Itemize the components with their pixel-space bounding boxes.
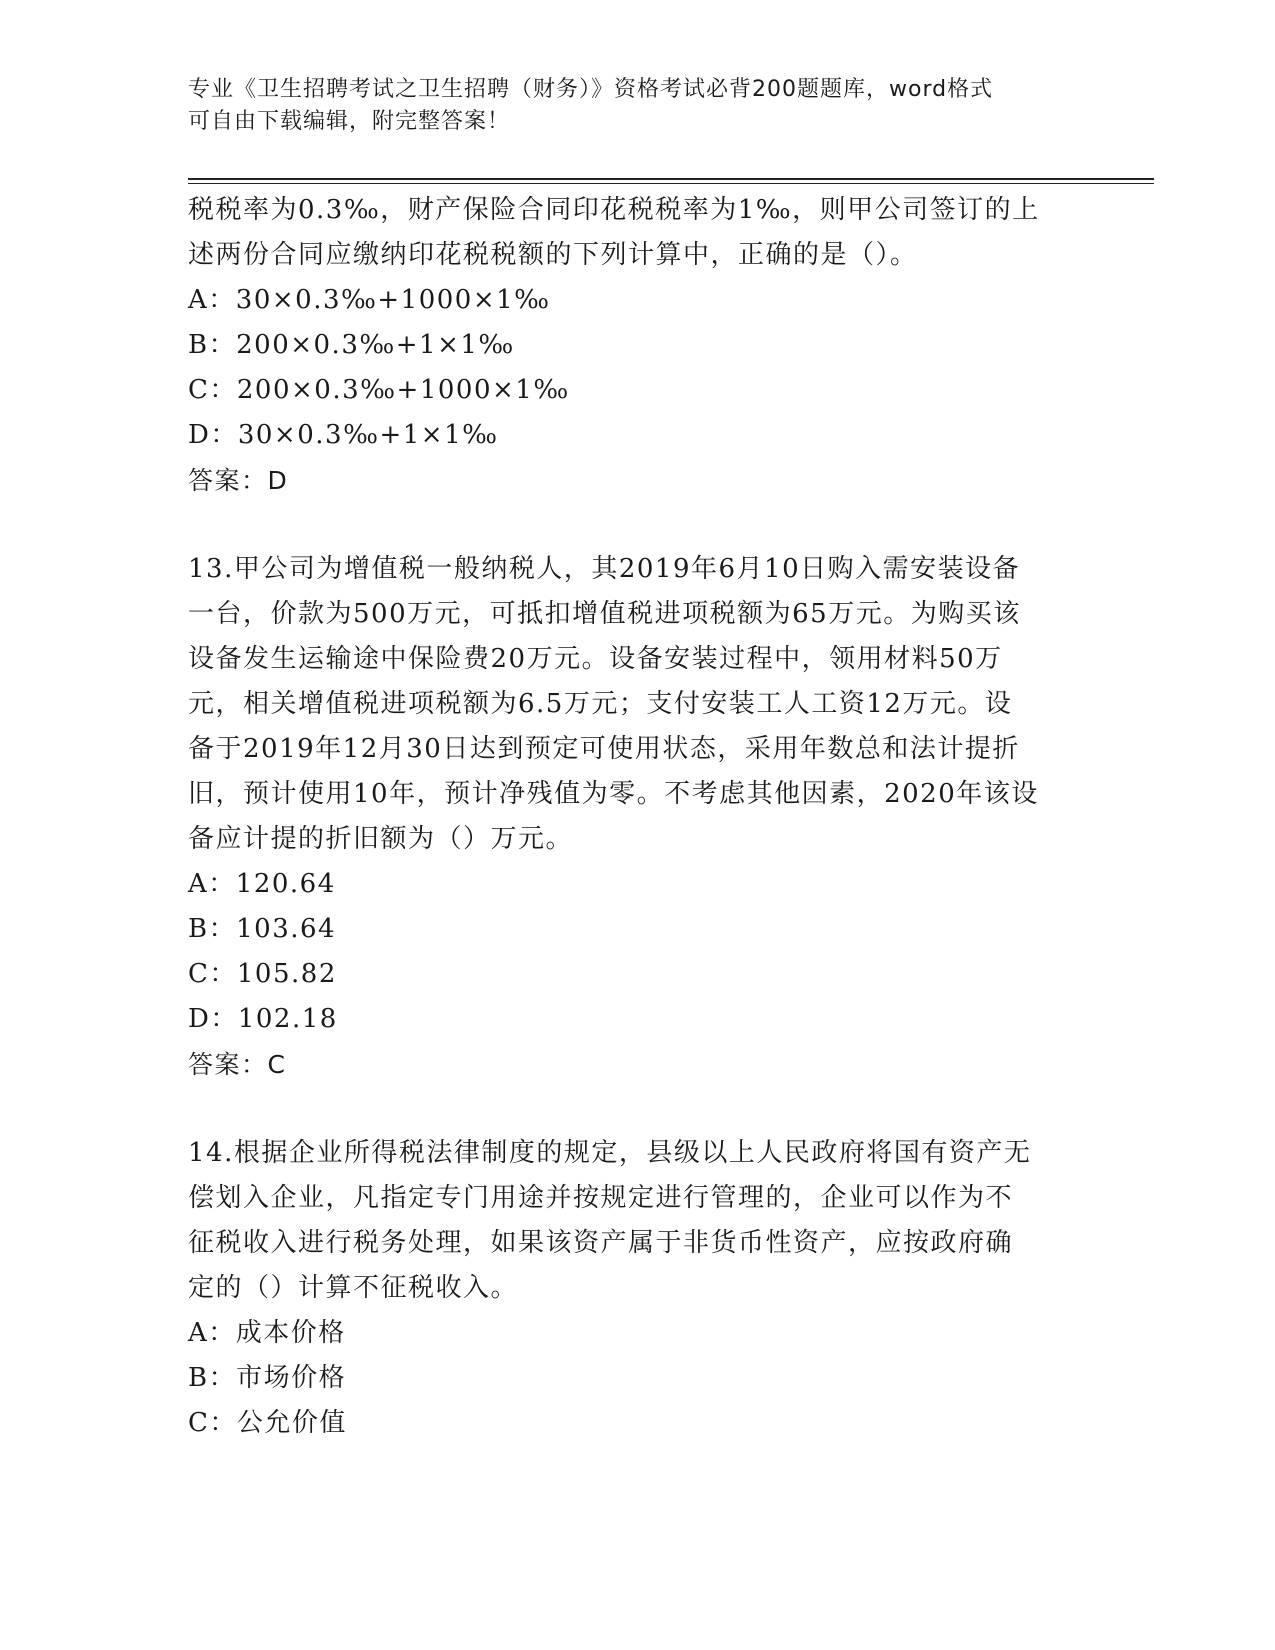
option-a: A：120.64 xyxy=(188,869,336,899)
question-spacer xyxy=(188,503,1088,547)
question-spacer xyxy=(188,1087,1088,1131)
question-stem-line: 设备发生运输途中保险费20万元。设备安装过程中，领用材料50万 xyxy=(188,644,1003,674)
document-body xyxy=(188,188,1088,1446)
question-stem-line: 定的（）计算不征税收入。 xyxy=(188,1273,519,1303)
question-stem-line: 元，相关增值税进项税额为6.5万元；支付安装工人工资12万元。设 xyxy=(188,689,1013,719)
question-stem-line: 一台，价款为500万元，可抵扣增值税进项税额为65万元。为购买该 xyxy=(188,599,1021,629)
question-stem-line: 14.根据企业所得税法律制度的规定，县级以上人民政府将国有资产无 xyxy=(188,1138,1032,1168)
question-stem-line: 税税率为0.3‰，财产保险合同印花税税率为1‰，则甲公司签订的上 xyxy=(188,195,1040,225)
question-stem-line: 13.甲公司为增值税一般纳税人，其2019年6月10日购入需安装设备 xyxy=(188,554,1021,584)
option-c: C：公允价值 xyxy=(188,1408,347,1438)
question-12 xyxy=(188,188,1088,503)
option-d: D：102.18 xyxy=(188,1004,338,1034)
header-divider-thin xyxy=(188,183,1154,184)
option-a: A：30×0.3‰+1000×1‰ xyxy=(188,285,551,315)
question-14 xyxy=(188,1131,1088,1446)
question-stem-line: 旧，预计使用10年，预计净残值为零。不考虑其他因素，2020年该设 xyxy=(188,779,1039,809)
option-b: B：103.64 xyxy=(188,914,337,944)
question-stem-line: 备应计提的折旧额为（）万元。 xyxy=(188,824,574,854)
header-title-line-1: 专业《卫生招聘考试之卫生招聘（财务）》资格考试必背200题题库，word格式 xyxy=(188,77,994,102)
question-13 xyxy=(188,547,1088,1087)
option-c: C：105.82 xyxy=(188,959,337,989)
option-d: D：30×0.3‰+1×1‰ xyxy=(188,420,499,450)
question-stem-line: 征税收入进行税务处理，如果该资产属于非货币性资产，应按政府确 xyxy=(188,1228,1014,1258)
question-stem-line: 偿划入企业，凡指定专门用途并按规定进行管理的，企业可以作为不 xyxy=(188,1183,1014,1213)
option-a: A：成本价格 xyxy=(188,1318,346,1348)
option-b: B：200×0.3‰+1×1‰ xyxy=(188,330,515,360)
document-header xyxy=(188,74,1088,138)
answer: 答案：D xyxy=(188,466,289,495)
question-stem-line: 述两份合同应缴纳印花税税额的下列计算中，正确的是（）。 xyxy=(188,240,918,270)
header-title-line-2: 可自由下载编辑，附完整答案！ xyxy=(188,109,511,134)
answer: 答案：C xyxy=(188,1050,287,1079)
header-divider-thick xyxy=(188,178,1154,180)
question-stem-line: 备于2019年12月30日达到预定可使用状态，采用年数总和法计提折 xyxy=(188,734,1020,764)
option-b: B：市场价格 xyxy=(188,1363,347,1393)
option-c: C：200×0.3‰+1000×1‰ xyxy=(188,375,570,405)
